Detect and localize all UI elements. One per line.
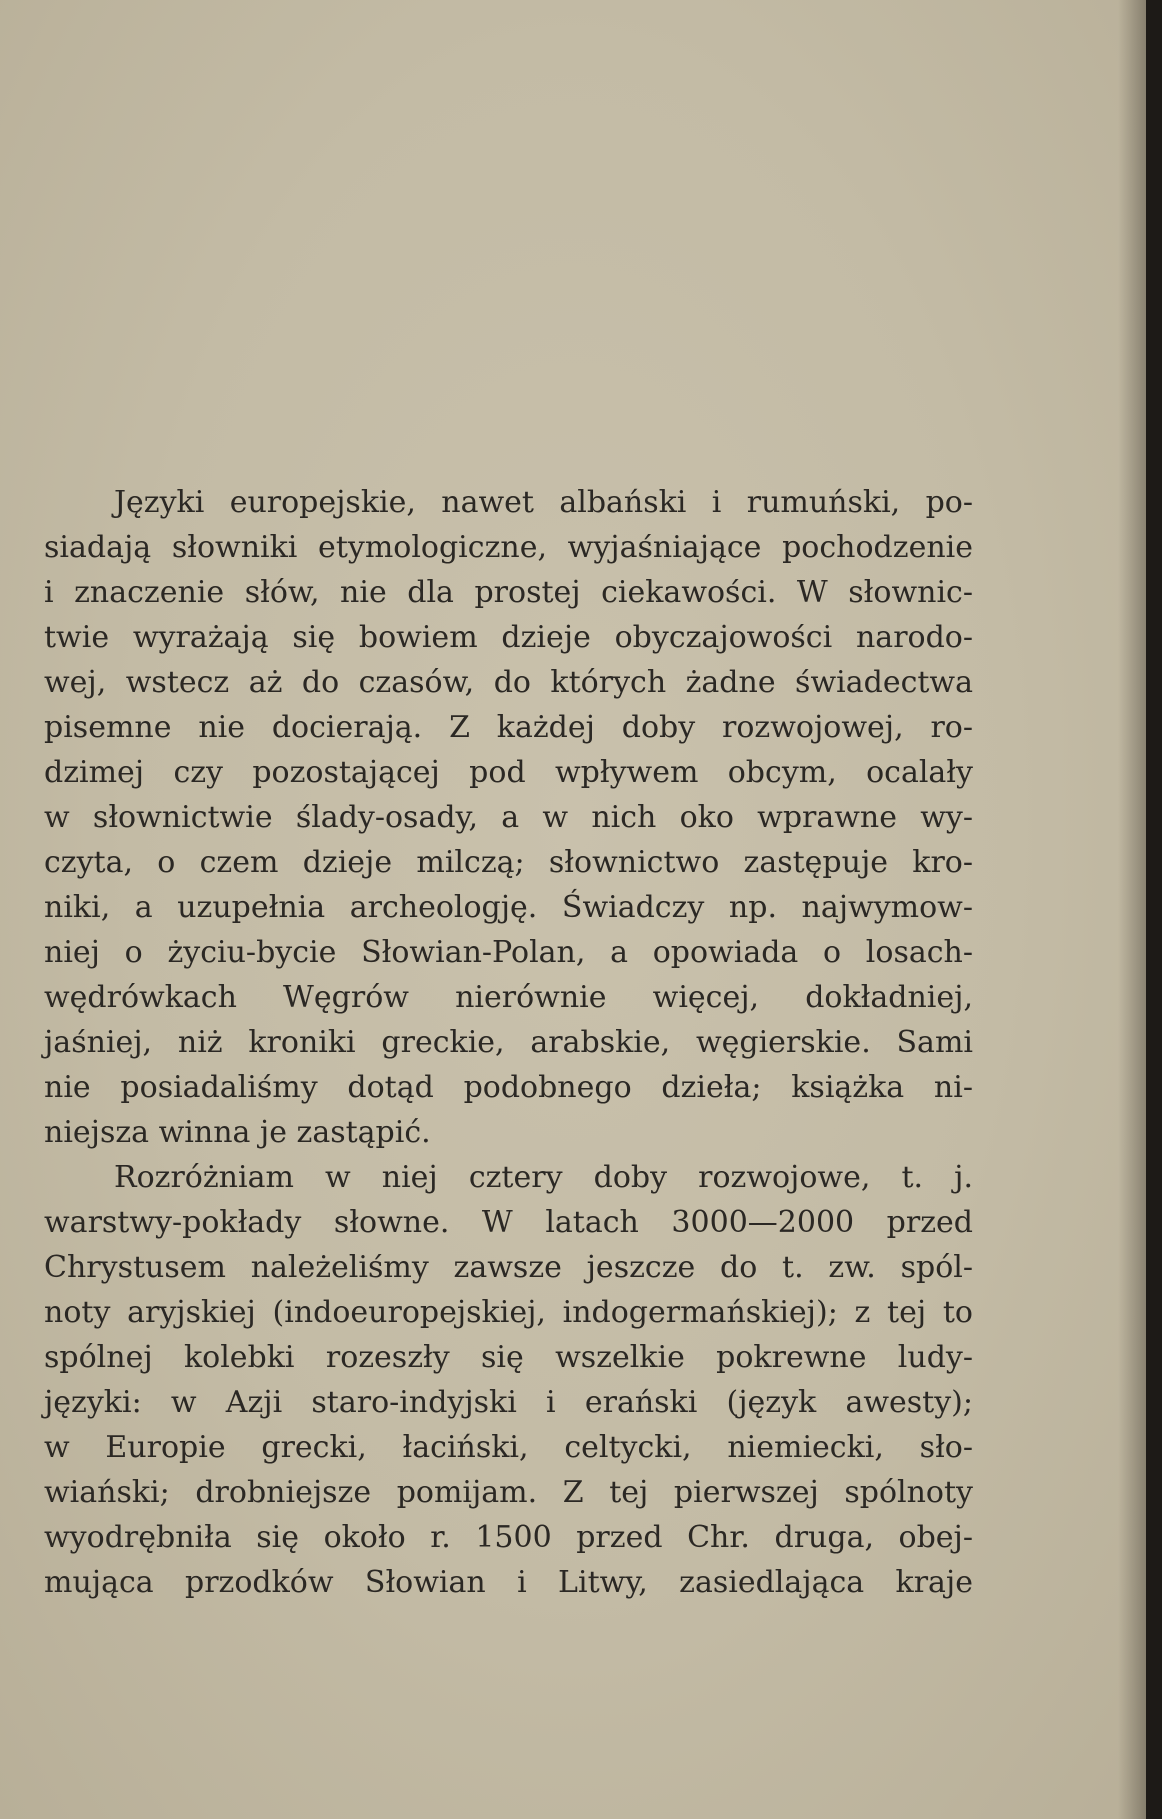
text-line: języki: w Azji staro-indyjski i erański (język awesty); xyxy=(44,1385,973,1420)
text-line: dzimej czy pozostającej pod wpływem obcym, ocalały xyxy=(44,755,973,790)
text-line: w słownictwie ślady-osady, a w nich oko wprawne wy- xyxy=(44,800,973,835)
paragraph-1 xyxy=(44,480,973,1155)
text-line: spólnej kolebki rozeszły się wszelkie pokrewne ludy- xyxy=(44,1340,973,1375)
text-line: pisemne nie docierają. Z każdej doby rozwojowej, ro- xyxy=(44,710,973,745)
text-line: warstwy-pokłady słowne. W latach 3000—2000 przed xyxy=(44,1205,973,1240)
text-line: wyodrębniła się około r. 1500 przed Chr. druga, obej- xyxy=(44,1520,973,1555)
text-line: wej, wstecz aż do czasów, do których żadne świadectwa xyxy=(44,665,973,700)
text-line: wiański; drobniejsze pomijam. Z tej pierwszej spólnoty xyxy=(44,1475,973,1510)
text-line: Chrystusem należeliśmy zawsze jeszcze do t. zw. spól- xyxy=(44,1250,973,1285)
text-line: i znaczenie słów, nie dla prostej ciekawości. W słownic- xyxy=(44,575,973,610)
text-line: w Europie grecki, łaciński, celtycki, niemiecki, sło- xyxy=(44,1430,973,1465)
text-line: twie wyrażają się bowiem dzieje obyczajowości narodo- xyxy=(44,620,973,655)
text-line: niej o życiu-bycie Słowian-Polan, a opowiada o losach- xyxy=(44,935,973,970)
text-line: siadają słowniki etymologiczne, wyjaśniające pochodzenie xyxy=(44,530,973,565)
paragraph-2 xyxy=(44,1155,973,1605)
text-line: nie posiadaliśmy dotąd podobnego dzieła; książka ni- xyxy=(44,1070,973,1105)
text-line: noty aryjskiej (indoeuropejskiej, indogermańskiej); z tej to xyxy=(44,1295,973,1330)
body-text xyxy=(44,480,973,1605)
page-edge-shadow xyxy=(1118,0,1146,1819)
text-line: niki, a uzupełnia archeologję. Świadczy np. najwymow- xyxy=(44,890,973,925)
text-line: Języki europejskie, nawet albański i rumuński, po- xyxy=(114,485,973,520)
text-line: niejsza winna je zastąpić. xyxy=(44,1115,431,1150)
text-line: czyta, o czem dzieje milczą; słownictwo zastępuje kro- xyxy=(44,845,973,880)
text-line: mująca przodków Słowian i Litwy, zasiedlająca kraje xyxy=(44,1565,973,1600)
text-line: wędrówkach Węgrów nierównie więcej, dokładniej, xyxy=(44,980,973,1015)
text-line: jaśniej, niż kroniki greckie, arabskie, węgierskie. Sami xyxy=(44,1025,973,1060)
text-line: Rozróżniam w niej cztery doby rozwojowe, t. j. xyxy=(114,1160,973,1195)
